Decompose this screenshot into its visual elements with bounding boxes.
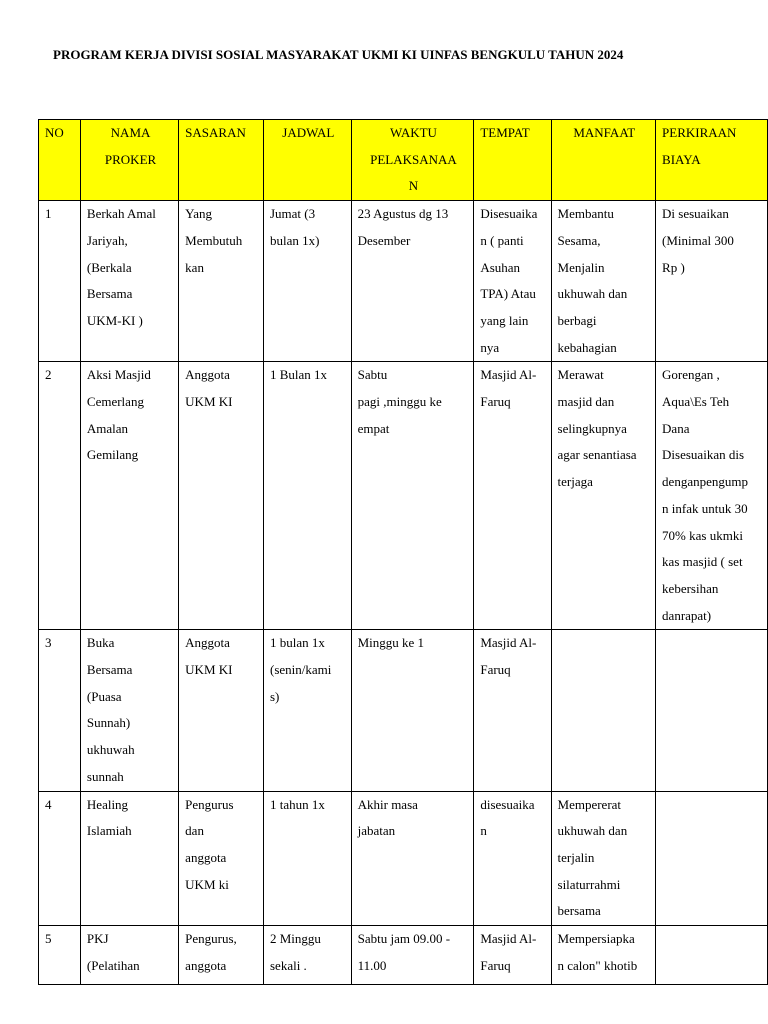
header-nama: NAMA PROKER xyxy=(80,120,178,201)
cell-nama: Aksi Masjid Cemerlang Amalan Gemilang xyxy=(80,362,178,630)
cell-tempat: Disesuaika n ( panti Asuhan TPA) Atau yang lain nya xyxy=(474,201,551,362)
cell-manfaat: Membantu Sesama, Menjalin ukhuwah dan berbagi kebahagian xyxy=(551,201,656,362)
table-row xyxy=(39,362,768,630)
cell-no: 2 xyxy=(39,362,81,630)
cell-sasaran: Pengurus dan anggota UKM ki xyxy=(179,791,264,926)
header-jadwal: JADWAL xyxy=(263,120,351,201)
cell-jadwal: 1 tahun 1x xyxy=(263,791,351,926)
cell-biaya xyxy=(656,630,768,791)
header-manfaat: MANFAAT xyxy=(551,120,656,201)
cell-waktu: 23 Agustus dg 13 Desember xyxy=(351,201,474,362)
header-sasaran: SASARAN xyxy=(179,120,264,201)
cell-biaya xyxy=(656,926,768,985)
cell-tempat: Masjid Al- Faruq xyxy=(474,926,551,985)
cell-waktu: Sabtu pagi ,minggu ke empat xyxy=(351,362,474,630)
cell-manfaat: Merawat masjid dan selingkupnya agar senantiasa terjaga xyxy=(551,362,656,630)
cell-tempat: Masjid Al- Faruq xyxy=(474,630,551,791)
cell-waktu: Sabtu jam 09.00 - 11.00 xyxy=(351,926,474,985)
header-row xyxy=(39,120,768,201)
table-row xyxy=(39,791,768,926)
document-title: PROGRAM KERJA DIVISI SOSIAL MASYARAKAT UKMI KI UINFAS BENGKULU TAHUN 2024 xyxy=(53,47,624,62)
header-waktu: WAKTU PELAKSANAA N xyxy=(351,120,474,201)
cell-waktu: Akhir masa jabatan xyxy=(351,791,474,926)
cell-manfaat: Mempererat ukhuwah dan terjalin silaturrahmi bersama xyxy=(551,791,656,926)
cell-tempat: Masjid Al- Faruq xyxy=(474,362,551,630)
cell-biaya: Gorengan , Aqua\Es Teh Dana Disesuaikan dis denganpengump n infak untuk 30 70% kas ukmki kas masjid ( set kebersihan danrapat) xyxy=(656,362,768,630)
cell-no: 4 xyxy=(39,791,81,926)
cell-biaya: Di sesuaikan (Minimal 300 Rp ) xyxy=(656,201,768,362)
cell-waktu: Minggu ke 1 xyxy=(351,630,474,791)
cell-jadwal: 1 Bulan 1x xyxy=(263,362,351,630)
cell-manfaat xyxy=(551,630,656,791)
cell-jadwal: Jumat (3 bulan 1x) xyxy=(263,201,351,362)
header-biaya: PERKIRAAN BIAYA xyxy=(656,120,768,201)
header-no: NO xyxy=(39,120,81,201)
table-row xyxy=(39,926,768,985)
header-tempat: TEMPAT xyxy=(474,120,551,201)
cell-nama: Buka Bersama (Puasa Sunnah) ukhuwah sunnah xyxy=(80,630,178,791)
cell-sasaran: Pengurus, anggota xyxy=(179,926,264,985)
cell-nama: PKJ (Pelatihan xyxy=(80,926,178,985)
cell-biaya xyxy=(656,791,768,926)
table-row xyxy=(39,630,768,791)
cell-nama: Berkah Amal Jariyah, (Berkala Bersama UKM-KI ) xyxy=(80,201,178,362)
table-row xyxy=(39,201,768,362)
cell-manfaat: Mempersiapka n calon" khotib xyxy=(551,926,656,985)
cell-nama: Healing Islamiah xyxy=(80,791,178,926)
cell-sasaran: Anggota UKM KI xyxy=(179,630,264,791)
program-table xyxy=(38,119,768,985)
cell-no: 5 xyxy=(39,926,81,985)
cell-sasaran: Yang Membutuh kan xyxy=(179,201,264,362)
cell-sasaran: Anggota UKM KI xyxy=(179,362,264,630)
cell-no: 1 xyxy=(39,201,81,362)
cell-tempat: disesuaika n xyxy=(474,791,551,926)
cell-no: 3 xyxy=(39,630,81,791)
cell-jadwal: 1 bulan 1x (senin/kami s) xyxy=(263,630,351,791)
cell-jadwal: 2 Minggu sekali . xyxy=(263,926,351,985)
